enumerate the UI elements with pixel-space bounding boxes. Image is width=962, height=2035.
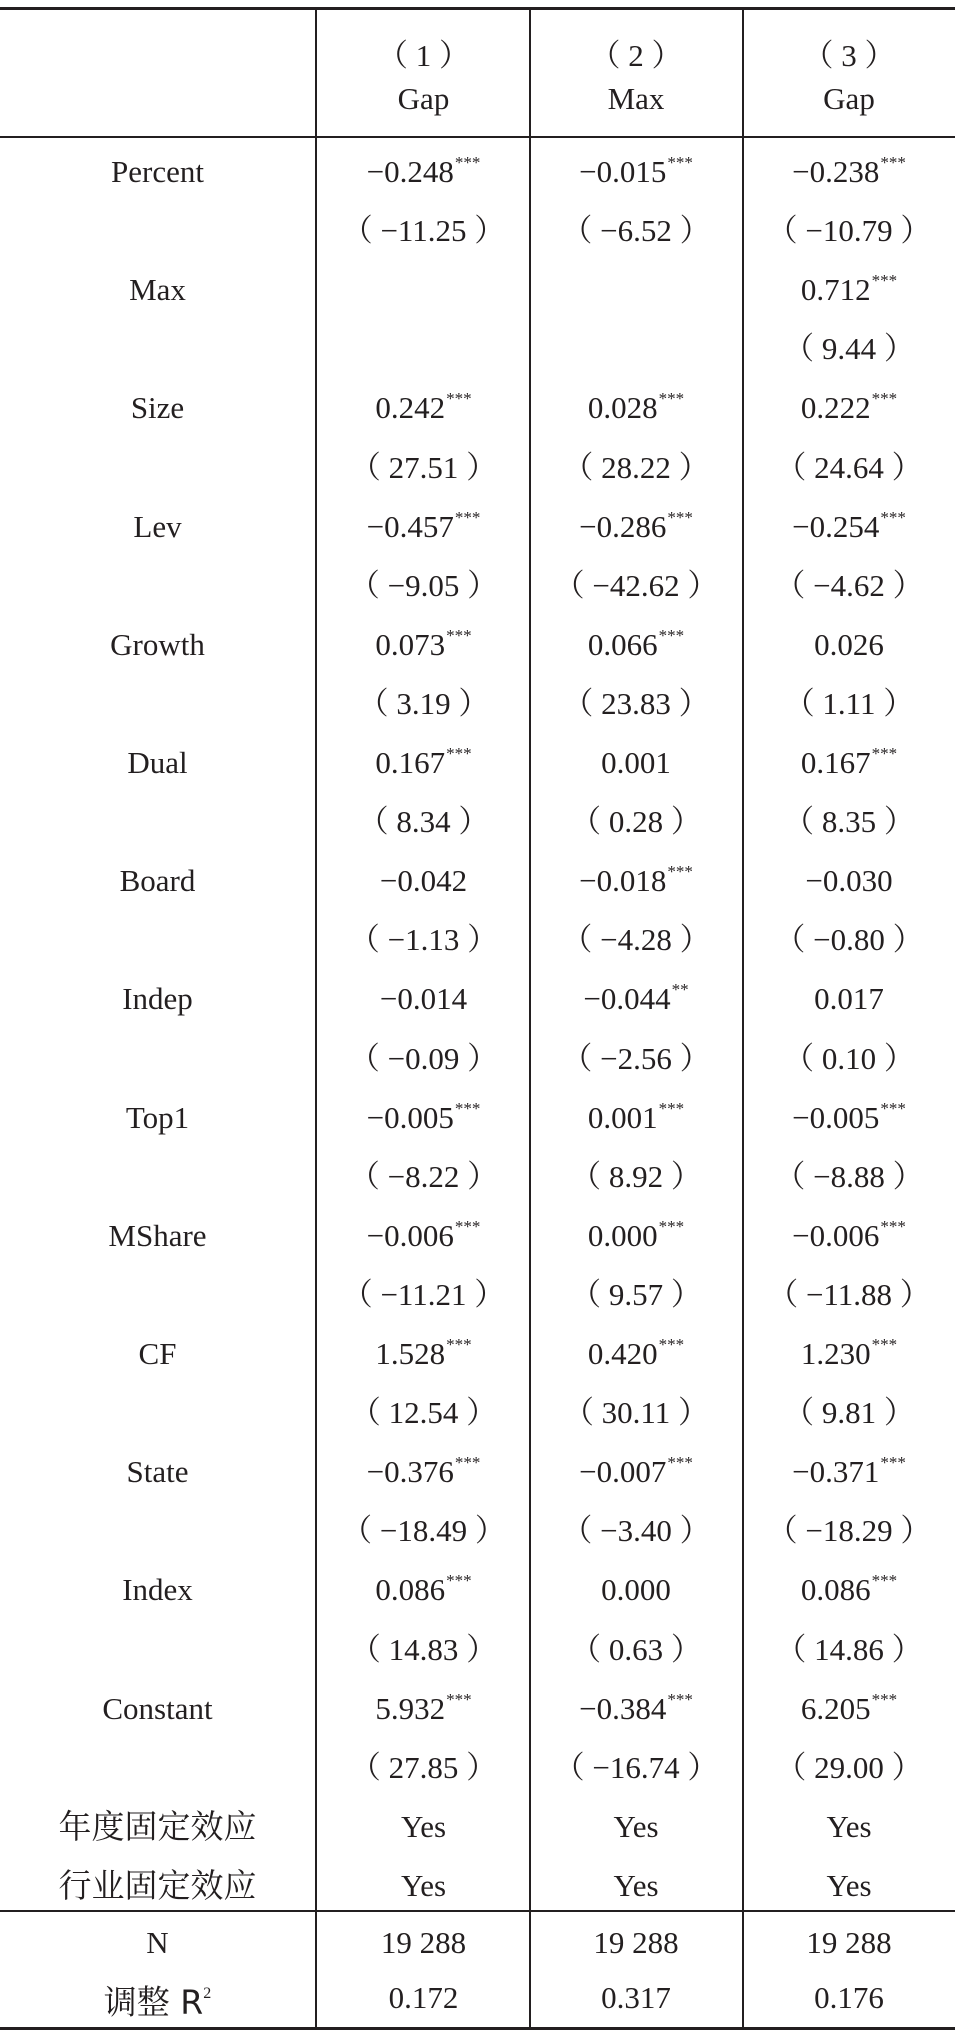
- table-cell: [317, 1383, 530, 1442]
- table-cell: [317, 1324, 530, 1383]
- table-row: [0, 378, 955, 437]
- row-label: Index: [122, 1572, 193, 1608]
- table-cell: [743, 1560, 955, 1619]
- cell-value: −0.371: [792, 1454, 880, 1490]
- cell-value: Yes: [400, 1867, 447, 1903]
- significance-stars: ***: [880, 507, 906, 527]
- column-header: [743, 34, 955, 120]
- table-row: [0, 1797, 955, 1856]
- table-cell: [317, 851, 530, 910]
- tstat-row: [0, 1147, 955, 1206]
- cell-value: 0.073: [375, 626, 446, 662]
- cell-value: −0.044: [583, 981, 671, 1017]
- tstat-row: [0, 910, 955, 969]
- row-label: 行业固定效应: [58, 1865, 257, 1905]
- cell-value: （ −16.74 ）: [553, 1749, 719, 1785]
- table-cell: [743, 792, 955, 851]
- table-cell: [530, 497, 742, 556]
- cell-value: （ −10.79 ）: [766, 213, 932, 249]
- tstat-row: [0, 438, 955, 497]
- table-cell: [530, 1738, 742, 1797]
- significance-stars: ***: [871, 271, 898, 291]
- table-cell: [317, 1560, 530, 1619]
- table-cell: [743, 1029, 955, 1088]
- tstat-row: [0, 1501, 955, 1560]
- significance-stars: ***: [446, 1689, 472, 1709]
- table-cell: [743, 1265, 955, 1324]
- column-number: （ 2 ）: [589, 38, 683, 73]
- cell-value: −0.384: [579, 1690, 667, 1726]
- cell-value: Yes: [613, 1867, 659, 1903]
- cell-value: 0.086: [800, 1572, 871, 1608]
- cell-value: −0.007: [579, 1454, 667, 1490]
- table-cell: [743, 969, 955, 1028]
- dependent-variable: Gap: [397, 81, 450, 116]
- cell-value: （ −4.28 ）: [561, 922, 711, 958]
- table-cell: [530, 1856, 742, 1915]
- table-cell: [317, 201, 530, 260]
- table-cell: [317, 1029, 530, 1088]
- table-cell: [530, 1147, 742, 1206]
- significance-stars: ***: [880, 1453, 906, 1473]
- table-cell: [743, 1797, 955, 1856]
- table-cell: [743, 1383, 955, 1442]
- table-cell: [743, 319, 955, 378]
- table-cell: 0.317: [601, 1980, 671, 2015]
- row-label: Dual: [127, 745, 188, 780]
- table-cell: [530, 142, 742, 201]
- table-cell: [743, 1206, 955, 1265]
- table-cell: [317, 792, 530, 851]
- significance-stars: ***: [667, 507, 693, 527]
- tstat-row: [0, 319, 955, 378]
- row-label: [0, 201, 315, 260]
- table-cell: [743, 851, 955, 910]
- row-label: [0, 556, 315, 615]
- significance-stars: ***: [658, 1098, 685, 1118]
- table-cell: [317, 1679, 530, 1738]
- cell-value: （ −8.88 ）: [774, 1158, 924, 1194]
- column-number: （ 1 ）: [377, 38, 470, 73]
- table-cell: [317, 1206, 530, 1265]
- cell-value: 0.028: [587, 390, 658, 426]
- table-cell: [743, 1738, 955, 1797]
- table-cell: [743, 438, 955, 497]
- cell-value: −0.006: [366, 1217, 454, 1253]
- table-row: [0, 260, 955, 319]
- table-cell: [317, 1501, 530, 1560]
- cell-value: （ 29.00 ）: [775, 1749, 923, 1785]
- cell-value: −0.248: [366, 154, 454, 189]
- significance-stars: ***: [446, 744, 472, 763]
- cell-value: （ −18.49 ）: [341, 1513, 506, 1549]
- table-cell: [530, 1442, 742, 1501]
- row-label: 年度固定效应: [58, 1806, 257, 1846]
- table-cell: [317, 1856, 530, 1915]
- header-rule: [0, 136, 955, 138]
- significance-stars: ***: [871, 744, 898, 763]
- table-cell: [743, 1620, 955, 1679]
- cell-value: （ 8.92 ）: [570, 1158, 702, 1194]
- significance-stars: ***: [446, 389, 472, 409]
- table-cell: [317, 1088, 530, 1147]
- table-cell: [530, 1797, 742, 1856]
- table-cell: 0.172: [388, 1980, 459, 2015]
- table-cell: [743, 497, 955, 556]
- table-row: [0, 1442, 955, 1501]
- table-row: [0, 1856, 955, 1915]
- cell-value: 0.017: [814, 981, 884, 1017]
- row-label: N: [146, 1925, 169, 1960]
- cell-value: （ −1.13 ）: [348, 922, 499, 958]
- cell-value: −0.286: [579, 508, 667, 544]
- cell-value: −0.015: [579, 154, 667, 189]
- table-row: [0, 851, 955, 910]
- table-cell: [530, 1501, 742, 1560]
- table-cell: [530, 1206, 742, 1265]
- row-label: State: [126, 1454, 189, 1490]
- significance-stars: ***: [658, 389, 685, 409]
- row-label: Percent: [111, 154, 204, 189]
- table-cell: [530, 1265, 742, 1324]
- cell-value: 0.066: [587, 626, 658, 662]
- cell-value: （ −6.52 ）: [561, 213, 711, 249]
- column-number: （ 3 ）: [802, 38, 896, 73]
- row-label: Board: [119, 863, 196, 899]
- cell-value: （ −3.40 ）: [561, 1513, 711, 1549]
- significance-stars: ***: [658, 1335, 685, 1354]
- significance-stars: ***: [880, 1216, 906, 1236]
- table-row: [0, 1560, 955, 1619]
- cell-value: Yes: [826, 1867, 872, 1903]
- tstat-row: [0, 1738, 955, 1797]
- bottom-rule: [0, 2027, 955, 2030]
- table-cell: [530, 1383, 742, 1442]
- row-label: [0, 1968, 315, 2027]
- table-cell: [530, 733, 742, 792]
- table-cell: [530, 674, 742, 733]
- table-cell: [530, 378, 742, 437]
- cell-value: −0.457: [366, 508, 454, 544]
- row-label: [0, 1147, 315, 1206]
- cell-value: 5.932: [375, 1690, 446, 1726]
- table-row: [0, 615, 955, 674]
- cell-value: （ 14.86 ）: [775, 1631, 923, 1667]
- table-cell: [317, 378, 530, 437]
- tstat-row: [0, 201, 955, 260]
- table-cell: [317, 674, 530, 733]
- cell-value: −0.042: [379, 863, 468, 899]
- tstat-row: [0, 556, 955, 615]
- column-header: [530, 34, 742, 120]
- cell-value: 0.086: [375, 1572, 446, 1608]
- tstat-row: [0, 1383, 955, 1442]
- cell-value: 0.222: [800, 390, 871, 426]
- cell-value: −0.006: [792, 1217, 880, 1253]
- significance-stars: ***: [667, 862, 693, 882]
- cell-value: （ 9.44 ）: [783, 331, 915, 367]
- significance-stars: ***: [658, 625, 685, 645]
- row-label: [0, 1029, 315, 1088]
- table-cell: [530, 969, 742, 1028]
- table-cell: [317, 910, 530, 969]
- significance-stars: ***: [871, 1571, 898, 1591]
- table-cell: 19 288: [593, 1925, 679, 1960]
- row-label: Indep: [122, 981, 193, 1017]
- tstat-row: [0, 792, 955, 851]
- column-header: [317, 34, 530, 120]
- cell-value: Yes: [826, 1808, 872, 1844]
- significance-stars: ***: [658, 1216, 685, 1236]
- table-cell: [743, 1501, 955, 1560]
- table-cell: [317, 615, 530, 674]
- table-cell: [530, 1029, 742, 1088]
- significance-stars: ***: [446, 1335, 472, 1354]
- dependent-variable: Max: [607, 81, 665, 116]
- cell-value: −0.376: [366, 1454, 454, 1490]
- table-cell: [317, 1442, 530, 1501]
- row-label: Lev: [133, 508, 182, 544]
- table-cell: [743, 674, 955, 733]
- table-cell: [317, 1147, 530, 1206]
- significance-stars: ***: [446, 1571, 472, 1591]
- table-cell: [530, 1679, 742, 1738]
- significance-stars: ***: [871, 1335, 898, 1354]
- cell-value: 0.242: [375, 390, 446, 426]
- cell-value: 0.001: [587, 1099, 658, 1135]
- cell-value: （ 1.11 ）: [783, 685, 915, 721]
- table-cell: [530, 438, 742, 497]
- table-cell: 19 288: [380, 1925, 467, 1960]
- cell-value: （ −8.22 ）: [348, 1158, 499, 1194]
- table-row: [0, 1913, 955, 1972]
- cell-value: −0.005: [792, 1099, 880, 1135]
- table-cell: 19 288: [806, 1925, 892, 1960]
- row-label: Top1: [125, 1099, 190, 1135]
- table-row: [0, 142, 955, 201]
- table-row: [0, 1968, 955, 2027]
- table-cell: [530, 260, 742, 319]
- cell-value: Yes: [613, 1808, 659, 1844]
- top-rule: [0, 7, 955, 10]
- cell-value: −0.238: [792, 154, 880, 189]
- significance-stars: ***: [667, 1453, 693, 1473]
- table-cell: [743, 1088, 955, 1147]
- table-row: [0, 1679, 955, 1738]
- table-cell: [317, 497, 530, 556]
- cell-value: （ 28.22 ）: [562, 449, 710, 485]
- row-label: [0, 674, 315, 733]
- table-cell: [743, 1856, 955, 1915]
- row-label: Max: [129, 272, 186, 308]
- table-row: [0, 1088, 955, 1147]
- significance-stars: ***: [880, 153, 906, 172]
- table-cell: [530, 1620, 742, 1679]
- table-cell: [743, 733, 955, 792]
- row-label: [0, 1383, 315, 1442]
- cell-value: 0.001: [601, 745, 671, 780]
- cell-value: （ −18.29 ）: [766, 1513, 932, 1549]
- cell-value: （ 8.34 ）: [357, 804, 490, 840]
- table-cell: [317, 1265, 530, 1324]
- significance-stars: ***: [454, 153, 481, 172]
- table-cell: [743, 1147, 955, 1206]
- cell-value: （ 27.51 ）: [349, 449, 498, 485]
- table-cell: [530, 910, 742, 969]
- cell-value: −0.030: [805, 863, 893, 899]
- cell-value: （ −0.09 ）: [348, 1040, 499, 1076]
- table-row: [0, 969, 955, 1028]
- table-row: [0, 733, 955, 792]
- significance-stars: ***: [454, 1453, 481, 1473]
- cell-value: （ 0.28 ）: [570, 804, 702, 840]
- dependent-variable: Gap: [823, 81, 875, 116]
- cell-value: （ 14.83 ）: [349, 1631, 498, 1667]
- table-cell: [317, 733, 530, 792]
- cell-value: （ 0.63 ）: [570, 1631, 702, 1667]
- cell-value: （ −42.62 ）: [553, 567, 719, 603]
- cell-value: （ 23.83 ）: [562, 685, 710, 721]
- cell-value: （ −0.80 ）: [774, 922, 924, 958]
- significance-stars: ***: [871, 1689, 898, 1709]
- table-cell: 0.176: [814, 1980, 884, 2015]
- table-cell: [530, 792, 742, 851]
- cell-value: （ −4.62 ）: [774, 567, 924, 603]
- cell-value: （ 9.57 ）: [570, 1276, 702, 1312]
- cell-value: （ 30.11 ）: [562, 1395, 710, 1431]
- cell-value: 1.528: [375, 1336, 446, 1371]
- table-cell: [530, 556, 742, 615]
- table-cell: [317, 1738, 530, 1797]
- table-cell: [317, 438, 530, 497]
- row-label: [0, 1501, 315, 1560]
- tstat-row: [0, 1620, 955, 1679]
- table-cell: [743, 556, 955, 615]
- cell-value: 0.420: [587, 1336, 658, 1371]
- table-cell: [530, 319, 742, 378]
- significance-stars: ***: [880, 1098, 906, 1118]
- table-cell: [530, 201, 742, 260]
- significance-stars: ***: [454, 507, 481, 527]
- cell-value: 0.026: [814, 626, 884, 662]
- table-cell: [317, 969, 530, 1028]
- row-label: Size: [130, 390, 185, 426]
- cell-value: −0.014: [379, 981, 468, 1017]
- cell-value: （ −11.88 ）: [767, 1276, 931, 1312]
- row-label: [0, 910, 315, 969]
- table-cell: [743, 910, 955, 969]
- cell-value: （ −2.56 ）: [561, 1040, 711, 1076]
- cell-value: （ −9.05 ）: [348, 567, 499, 603]
- row-label: MShare: [108, 1217, 207, 1253]
- significance-stars: ***: [871, 389, 898, 409]
- cell-value: 0.000: [587, 1217, 658, 1253]
- cell-value: （ 0.10 ）: [783, 1040, 915, 1076]
- table-cell: [530, 1088, 742, 1147]
- table-cell: [743, 1442, 955, 1501]
- significance-stars: ***: [446, 625, 472, 645]
- cell-value: （ −11.21 ）: [341, 1276, 506, 1312]
- significance-stars: ***: [454, 1098, 481, 1118]
- table-cell: [743, 260, 955, 319]
- table-row: [0, 1206, 955, 1265]
- table-cell: [317, 319, 530, 378]
- significance-stars: ***: [667, 1689, 693, 1709]
- table-cell: [317, 1797, 530, 1856]
- cell-value: −0.254: [792, 508, 880, 544]
- table-row: [0, 1324, 955, 1383]
- tstat-row: [0, 1029, 955, 1088]
- row-label: CF: [138, 1336, 177, 1371]
- table-cell: [317, 556, 530, 615]
- significance-stars: ***: [667, 153, 693, 172]
- cell-value: （ 9.81 ）: [783, 1395, 915, 1431]
- table-cell: [317, 1620, 530, 1679]
- cell-value: 0.167: [375, 745, 446, 780]
- adjusted-r2-label: 调整 R: [103, 1982, 204, 2022]
- cell-value: （ 8.35 ）: [783, 804, 915, 840]
- cell-value: −0.018: [579, 863, 667, 899]
- cell-value: Yes: [400, 1808, 447, 1844]
- cell-value: （ −11.25 ）: [341, 213, 506, 249]
- row-label: Growth: [110, 626, 205, 662]
- table-cell: [743, 1324, 955, 1383]
- cell-value: −0.005: [366, 1099, 454, 1135]
- table-cell: [317, 260, 530, 319]
- cell-value: 6.205: [800, 1690, 871, 1726]
- cell-value: （ 12.54 ）: [349, 1395, 498, 1431]
- table-cell: [743, 615, 955, 674]
- table-cell: [743, 142, 955, 201]
- cell-value: 1.230: [800, 1336, 871, 1371]
- table-cell: [530, 1560, 742, 1619]
- row-label: [0, 319, 315, 378]
- cell-value: （ 24.64 ）: [775, 449, 923, 485]
- cell-value: 0.167: [800, 745, 871, 780]
- row-label: [0, 1265, 315, 1324]
- row-label: [0, 438, 315, 497]
- cell-value: 0.000: [601, 1572, 671, 1608]
- table-cell: [743, 1679, 955, 1738]
- superscript: 2: [203, 1985, 212, 2002]
- tstat-row: [0, 1265, 955, 1324]
- table-cell: [317, 142, 530, 201]
- table-row: [0, 497, 955, 556]
- row-label: [0, 1620, 315, 1679]
- row-label: [0, 792, 315, 851]
- significance-stars: **: [671, 980, 689, 1000]
- cell-value: （ 3.19 ）: [357, 685, 490, 721]
- table-cell: [743, 378, 955, 437]
- table-cell: [743, 201, 955, 260]
- table-cell: [530, 615, 742, 674]
- row-label: [0, 1738, 315, 1797]
- row-label: Constant: [102, 1690, 213, 1726]
- cell-value: 0.712: [800, 272, 871, 308]
- tstat-row: [0, 674, 955, 733]
- table-cell: [530, 851, 742, 910]
- table-cell: [530, 1324, 742, 1383]
- significance-stars: ***: [454, 1216, 481, 1236]
- cell-value: （ 27.85 ）: [349, 1749, 498, 1785]
